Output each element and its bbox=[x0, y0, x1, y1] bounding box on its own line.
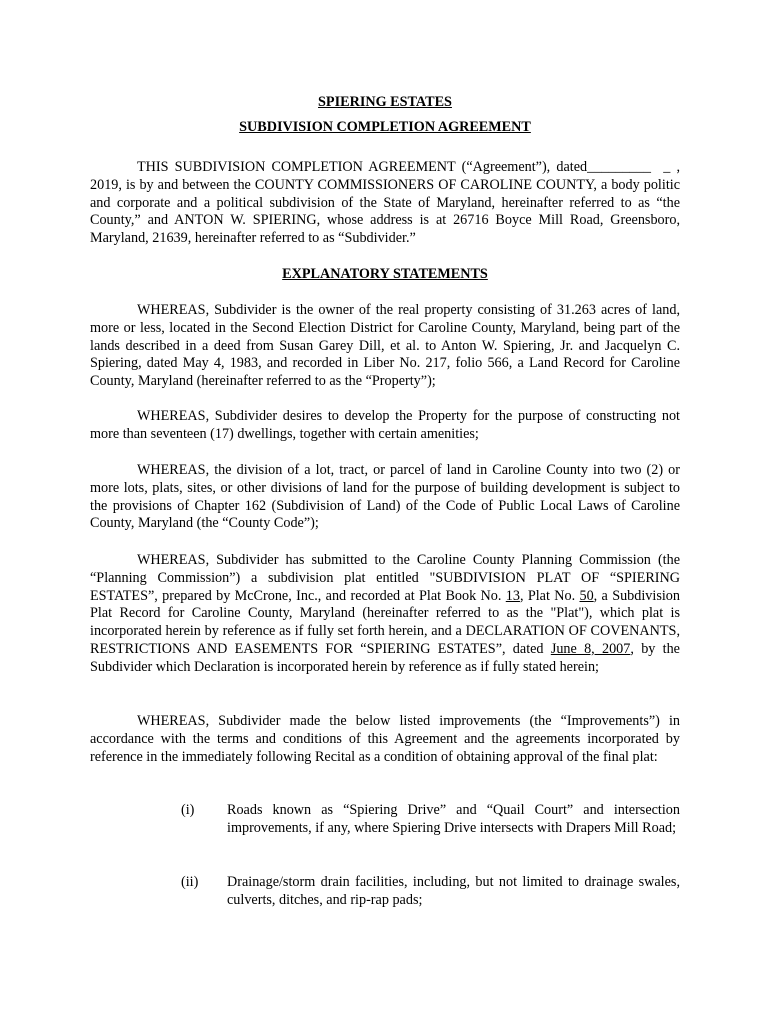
whereas-paragraph-1: WHEREAS, Subdivider is the owner of the real property consisting of 31.263 acres of land, more or less, located in the Second Election District for Caroline County, Maryland, being part of the lands described in a deed from Susan Garey Dill, et al. to Anton W. Spiering, Jr. and Jacquelyn C. Spiering, dated May 4, 1983, and recorded in Liber No. 217, folio 566, a Land Record for Caroline County, Maryland (hereinafter referred to as the “Property”); bbox=[90, 302, 680, 390]
intro-text-c: , 2019, is by and between the COUNTY COMMISSIONERS OF CAROLINE COUNTY, a body politic and corporate and a political subdivision of the State of Maryland, hereinafter referred to as “the County,” and ANTON W. SPIERING, whose address is at 26716 Boyce Mill Road, Greensboro, Maryland, 21639, hereinafter referred to as “Subdivider.” bbox=[90, 159, 680, 247]
whereas-paragraph-4 bbox=[90, 552, 680, 677]
whereas-paragraph-2: WHEREAS, Subdivider desires to develop the Property for the purpose of constructing not more than seventeen (17) dwellings, together with certain amenities; bbox=[90, 408, 680, 442]
whereas-paragraph-3: WHEREAS, the division of a lot, tract, or parcel of land in Caroline County into two (2) or more lots, plats, sites, or other divisions of land for the purpose of building development is subject to the provisions of Chapter 162 (Subdivision of Land) of the Code of Public Local Laws of Caroline County, Maryland (the “County Code”); bbox=[90, 462, 680, 532]
date-blank: _________ bbox=[587, 159, 651, 175]
list-item-text: Drainage/storm drain facilities, including, but not limited to drainage swales, culverts, ditches, and rip-rap pads; bbox=[227, 874, 680, 908]
whereas-4-text-d: , by the Subdivider which Declaration is incorporated herein by reference as if fully stated herein; bbox=[90, 640, 680, 675]
whereas-paragraph-5: WHEREAS, Subdivider made the below listed improvements (the “Improvements”) in accordance with the terms and conditions of this Agreement and the agreements incorporated by reference in the immediately following Recital as a condition of obtaining approval of the final plat: bbox=[90, 713, 680, 765]
document-title: SPIERING ESTATES bbox=[318, 94, 452, 110]
intro-paragraph bbox=[90, 159, 680, 248]
list-item-number: (i) bbox=[181, 802, 195, 818]
whereas-4-text-c: , a Subdivision Plat Record for Caroline County, Maryland (hereinafter referred to as the "Plat"), which plat is incorporated herein by reference as if fully set forth herein, and a DECLARATION OF COVENANTS, RESTRICTIONS AND EASEMENTS FOR “SPIERING ESTATES”, dated bbox=[90, 587, 680, 657]
intro-text-a: THIS SUBDIVISION COMPLETION AGREEMENT (“Agreement”), dated bbox=[137, 159, 588, 175]
intro-text-b: _ bbox=[663, 159, 671, 175]
plat-number: 50 bbox=[579, 587, 594, 604]
whereas-4-text-a: WHEREAS, Subdivider has submitted to the Caroline County Planning Commission (the “Planning Commission”) a subdivision plat entitled "SUBDIVISION PLAT OF “SPIERING ESTATES”, prepared by McCrone, Inc., and recorded at Plat Book No. bbox=[90, 552, 680, 604]
list-item-text: Roads known as “Spiering Drive” and “Quail Court” and intersection improvements, if any, where Spiering Drive intersects with Drapers Mill Road; bbox=[227, 802, 680, 836]
list-item-number: (ii) bbox=[181, 874, 199, 890]
document-subtitle: SUBDIVISION COMPLETION AGREEMENT bbox=[239, 119, 531, 135]
whereas-4-text-b: , Plat No. bbox=[519, 587, 576, 604]
plat-book-number: 13 bbox=[505, 587, 520, 604]
section-heading: EXPLANATORY STATEMENTS bbox=[282, 266, 488, 282]
declaration-date: June 8, 2007 bbox=[550, 640, 631, 657]
